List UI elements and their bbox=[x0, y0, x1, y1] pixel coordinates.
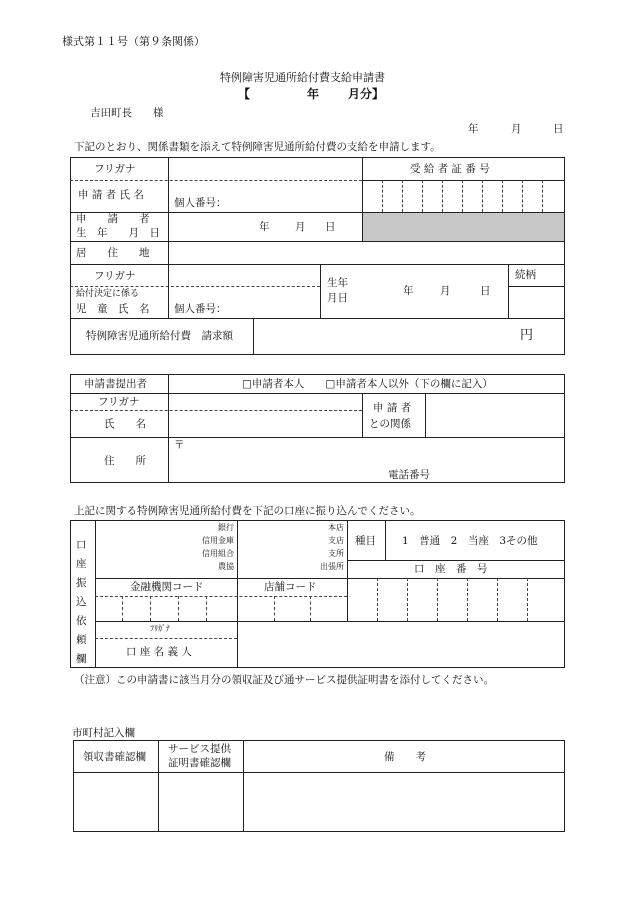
attachment-note: （注意）この申請書に該当月分の領収証及び通サービス提供証明書を添付してください。 bbox=[74, 674, 494, 686]
account-type-label: 種目 bbox=[355, 535, 376, 547]
dob-month: 月 bbox=[295, 221, 306, 233]
submitter-name-label: 氏 名 bbox=[104, 418, 146, 430]
submitter-options[interactable]: □申請者本人 □申請者本人以外（下の欄に記入） bbox=[242, 378, 493, 390]
child-dob-label-1: 生年 bbox=[327, 277, 348, 289]
relation-label: 続柄 bbox=[515, 269, 536, 281]
bank-side-6: 頼 bbox=[76, 634, 87, 646]
inst-type-kumiai: 信用組合 bbox=[202, 549, 234, 558]
branch-code-label: 店舗コード bbox=[264, 581, 317, 593]
relation-label-1: 申 請 者 bbox=[373, 402, 412, 414]
child-label-1: 給付決定に係る bbox=[76, 289, 140, 299]
bank-code-label: 金融機関コード bbox=[130, 581, 204, 593]
dob-day: 日 bbox=[325, 221, 336, 233]
submitter-furigana-label: フリガナ bbox=[98, 396, 140, 408]
receipt-check-label: 領収書確認欄 bbox=[83, 751, 146, 763]
bank-side-4: 込 bbox=[76, 596, 87, 608]
bank-side-7: 欄 bbox=[76, 653, 87, 665]
applicant-dob-label-1: 申 請 者 bbox=[76, 213, 150, 225]
addressee: 吉田町長 様 bbox=[90, 107, 164, 119]
inst-type-bank: 銀行 bbox=[218, 523, 234, 532]
submitter-label: 申請書提出者 bbox=[84, 378, 147, 390]
applicant-dob-label-2: 生 年 月 日 bbox=[76, 227, 160, 239]
form-title: 特例障害児通所給付費支給申請書 bbox=[220, 71, 385, 84]
branch-type-honten: 本店 bbox=[328, 523, 344, 532]
intro-text: 下記のとおり、関係書類を添えて特例障害児通所給付費の支給を申請します。 bbox=[74, 141, 441, 153]
address-label: 居 住 地 bbox=[76, 247, 150, 259]
bank-side-5: 依 bbox=[76, 615, 87, 627]
child-dob-day: 日 bbox=[480, 285, 491, 297]
furigana-label: フリガナ bbox=[94, 163, 136, 175]
dob-year: 年 bbox=[259, 221, 270, 233]
subtitle-year: 年 bbox=[307, 87, 320, 101]
subtitle-open-bracket: 【 bbox=[238, 87, 251, 101]
branch-type-shisho: 支所 bbox=[328, 549, 344, 558]
recipient-number-label: 受 給 者 証 番 号 bbox=[410, 163, 490, 175]
date-month: 月 bbox=[511, 123, 522, 135]
bank-intro: 上記に関する特例障害児通所給付費を下記の口座に振り込んでください。 bbox=[74, 505, 421, 517]
inst-type-shinkin: 信用金庫 bbox=[202, 536, 234, 545]
branch-type-shutchojo: 出張所 bbox=[320, 562, 344, 571]
child-dob-label-2: 月日 bbox=[327, 292, 348, 304]
bank-side-1: 口 bbox=[76, 539, 87, 551]
child-dob-month: 月 bbox=[440, 285, 451, 297]
subtitle-month: 月分】 bbox=[348, 87, 385, 101]
postal-mark: 〒 bbox=[174, 439, 185, 451]
municipal-table bbox=[73, 740, 565, 832]
holder-kana-label: ﾌﾘｶﾞﾅ bbox=[150, 624, 170, 633]
date-year: 年 bbox=[468, 123, 479, 135]
yen-label: 円 bbox=[520, 328, 534, 343]
phone-label: 電話番号 bbox=[388, 469, 430, 481]
applicant-name-label: 申 請 者 氏 名 bbox=[78, 189, 144, 201]
service-cert-label-2: 証明書確認欄 bbox=[168, 757, 231, 769]
child-furigana-label: フリガナ bbox=[94, 270, 136, 282]
municipal-label: 市町村記入欄 bbox=[72, 727, 135, 739]
bank-side-3: 振 bbox=[76, 577, 87, 589]
branch-type-shiten: 支店 bbox=[328, 536, 344, 545]
account-holder-label: 口 座 名 義 人 bbox=[126, 646, 192, 658]
inst-type-nokyo: 農協 bbox=[218, 562, 234, 571]
child-dob-year: 年 bbox=[403, 285, 414, 297]
account-type-options[interactable]: 1 普通 2 当座 3その他 bbox=[402, 535, 538, 547]
service-cert-label-1: サービス提供 bbox=[168, 743, 231, 755]
child-personal-number-label: 個人番号： bbox=[174, 303, 227, 315]
remarks-label: 備 考 bbox=[384, 751, 426, 763]
relation-label-2: との関係 bbox=[369, 418, 411, 430]
form-number: 様式第１１号（第９条関係） bbox=[62, 35, 205, 48]
claim-amount-label: 特例障害児通所給付費 請求額 bbox=[86, 330, 233, 342]
personal-number-label: 個人番号： bbox=[174, 197, 227, 209]
submitter-address-label: 住 所 bbox=[104, 455, 146, 467]
shaded-cell bbox=[363, 213, 564, 241]
date-day: 日 bbox=[553, 123, 564, 135]
account-number-label: 口 座 番 号 bbox=[414, 563, 488, 575]
bank-side-2: 座 bbox=[76, 558, 87, 570]
child-label-2: 児 童 氏 名 bbox=[76, 303, 150, 315]
